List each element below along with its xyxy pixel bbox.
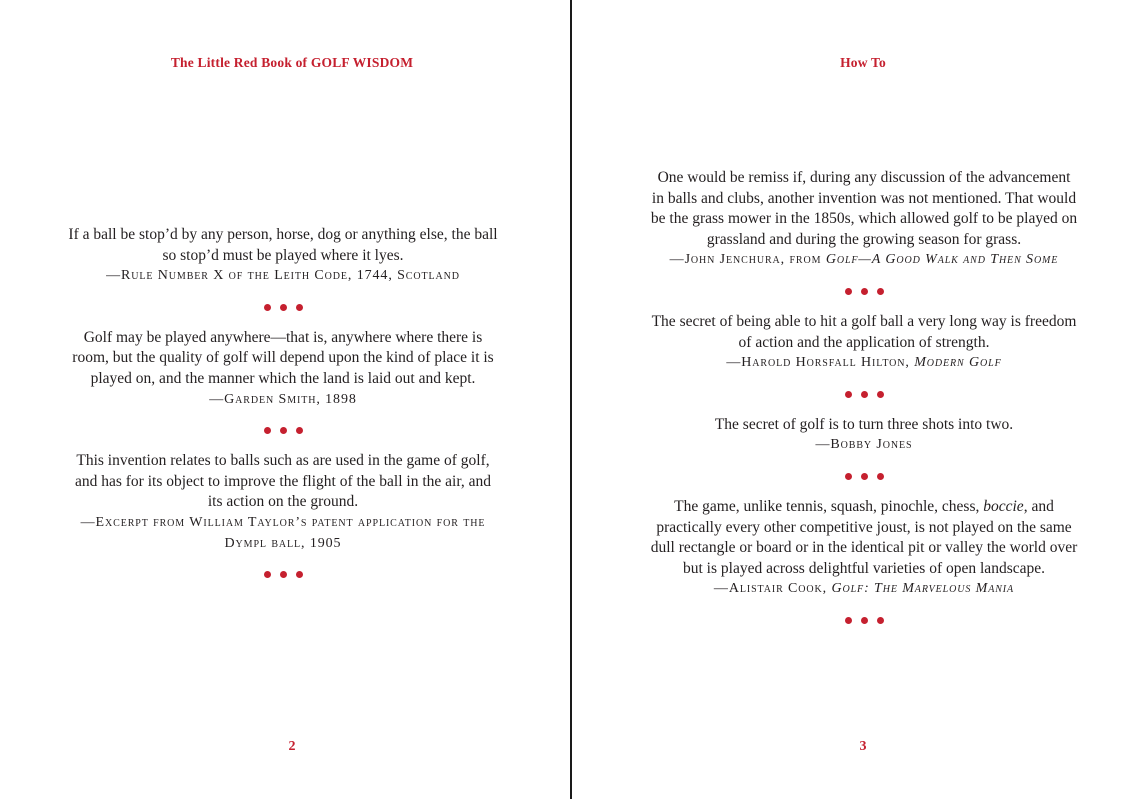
quote-text: This invention relates to balls such as are used in the game of golf, and has for its object to improve the flight of the ball in the air, and its action on the ground. [74,452,492,511]
bullet-dot-icon [877,391,884,398]
bullet-dot-icon [296,571,303,578]
ornament-divider [650,374,1078,415]
running-head: The Little Red Book of GOLF WISDOM [170,55,414,70]
attribution-work-title: Golf: The Marvelous Mania [831,581,1015,597]
quote-text: The secret of golf is to turn three shots into two. [714,415,1014,433]
quote-attribution: —Rule Number X of the Leith Code, 1744, Scotland [106,268,460,284]
bullet-dot-icon [877,617,884,624]
quote-attribution [650,353,1078,374]
quote-entry [68,225,498,287]
quote-entry [650,168,1078,271]
bullet-dot-icon [845,473,852,480]
quote-entry [68,328,498,410]
quote-text: If a ball be stop’d by any person, horse, dog or anything else, the ball so stop’d must be played where it lyes. [68,226,498,264]
quote-text: The secret of being able to hit a golf ball a very long way is freedom of action and the application of strength. [651,312,1077,351]
attribution-work-title: Modern Golf [914,355,1002,371]
attribution-author: —John Jenchura, from [669,252,826,268]
page-number: 2 [288,739,296,754]
quote-attribution: —Garden Smith, 1898 [209,391,357,407]
page-number: 3 [859,739,867,754]
ornament-divider [68,287,498,328]
bullet-dot-icon [845,391,852,398]
quote-text-part: , and practically every other competitive joust, is not played on the same dull rectangle or board or in the identical pit or valley the world over but is played across delightful varieties of open landscape. [650,497,1078,577]
quote-attribution [650,579,1078,600]
quote-text-part: The game, unlike tennis, squash, pinochle, chess, [674,497,984,515]
bullet-dot-icon [264,304,271,311]
attribution-author: —Alistair Cook, [713,581,832,597]
bullet-dot-icon [296,427,303,434]
ornament-divider [650,271,1078,312]
quote-entry [650,497,1078,600]
attribution-work-title: Golf—A Good Walk and Then Some [825,252,1059,268]
quote-attribution: —Excerpt from William Taylor’s patent application for the Dympl ball, 1905 [80,514,486,551]
right-page [572,0,1142,799]
bullet-dot-icon [264,571,271,578]
bullet-dot-icon [264,427,271,434]
bullet-dot-icon [845,617,852,624]
bullet-dot-icon [296,304,303,311]
bullet-dot-icon [861,473,868,480]
quote-entry [650,415,1078,456]
bullet-dot-icon [861,617,868,624]
attribution-author: —Harold Horsfall Hilton, [726,355,915,371]
quote-emphasis: boccie [983,497,1024,515]
quote-entry [68,451,498,554]
ornament-divider [650,456,1078,497]
bullet-dot-icon [861,391,868,398]
bullet-dot-icon [280,427,287,434]
ornament-divider [68,410,498,451]
bullet-dot-icon [280,304,287,311]
ornament-divider [68,554,498,595]
quote-text [650,497,1078,579]
left-page [0,0,570,799]
quote-attribution: —Bobby Jones [815,437,913,453]
quote-column [68,225,498,595]
quote-column [650,168,1078,641]
quote-entry [650,312,1078,374]
bullet-dot-icon [877,288,884,295]
bullet-dot-icon [845,288,852,295]
running-head: How To [840,55,886,70]
bullet-dot-icon [877,473,884,480]
bullet-dot-icon [861,288,868,295]
quote-attribution [650,250,1078,271]
quote-text: One would be remiss if, during any discussion of the advancement in balls and clubs, another invention was not mentioned. That would be the grass mower in the 1850s, which allowed golf to be played on grassland and during the growing season for grass. [650,169,1078,248]
bullet-dot-icon [280,571,287,578]
ornament-divider [650,600,1078,641]
quote-text: Golf may be played anywhere—that is, anywhere where there is room, but the quality of golf will depend upon the kind of place it is played on, and the manner which the land is laid out and kept. [72,328,494,387]
